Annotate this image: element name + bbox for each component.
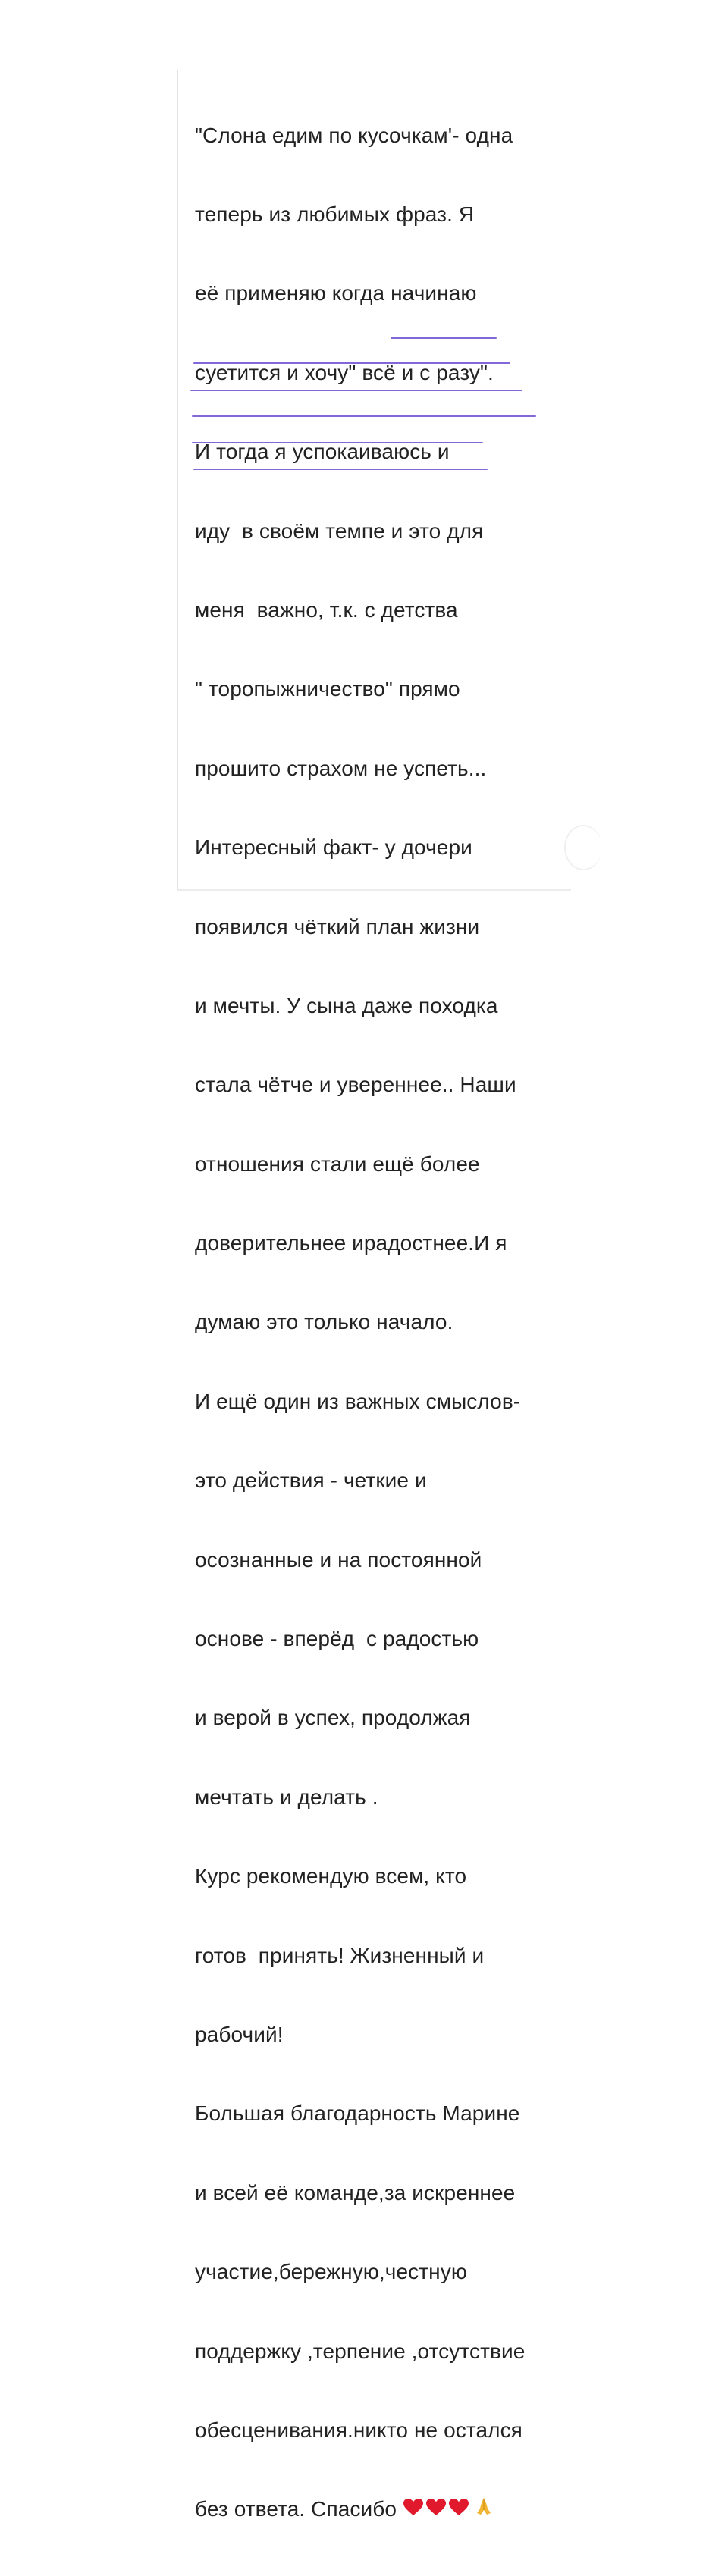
message-line: суетится и хочу" всё и с разу". [195,360,494,384]
partial-circle-decoration [564,825,602,870]
message-last-line-text: без ответа. Спасибо [195,2497,403,2521]
message-line: мечтать и делать . [195,1785,378,1809]
message-line: прошито страхом не успеть... [195,756,487,780]
message-line: и верой в успех, продолжая [195,1706,471,1730]
highlight-underline [193,469,488,470]
highlight-underline [192,442,483,443]
red-heart-icon [425,2498,447,2516]
message-line: участие,бережную,честную [195,2260,467,2284]
message-line: и мечты. У сына даже походка [195,993,498,1017]
highlight-underline [193,362,510,364]
message-line: думаю это только начало. [195,1310,453,1334]
message-line: это действия - четкие и [195,1468,427,1493]
message-line: иду в своём темпе и это для [195,519,484,543]
message-line: осознанные и на постоянной [195,1547,482,1572]
message-line: обесценивания.никто не остался [195,2418,522,2442]
red-heart-icon [448,2498,469,2516]
message-line: отношения стали ещё более [195,1152,480,1176]
message-line: И тогда я успокаиваюсь и [195,440,450,464]
message-line: и всей её команде,за искреннее [195,2180,516,2205]
message-line: поддержку ,терпение ,отсутствие [195,2339,526,2363]
red-heart-icon [403,2498,424,2516]
message-line: рабочий! [195,2022,284,2046]
message-line: Интересный факт- у дочери [195,835,472,860]
message-line: Большая благодарность Марине [195,2101,520,2126]
message-line: стала чётче и увереннее.. Наши [195,1073,516,1097]
message-line: её применяю когда начинаю [195,281,477,306]
highlight-underline [190,390,522,391]
message-bubble [177,70,571,2521]
message-line: меня важно, т.к. с детства [195,597,458,622]
message-line: И ещё один из важных смыслов- [195,1389,521,1413]
message-text [195,70,574,2576]
message-line: готов принять! Жизненный и [195,1943,485,1967]
message-line: " торопыжничество" прямо [195,677,460,701]
highlight-underline [391,337,497,339]
message-line: доверительнее ирадостнее.И я [195,1231,507,1255]
message-line: основе - вперёд с радостью [195,1627,479,1651]
message-last-line [195,2496,574,2523]
message-line: появился чёткий план жизни [195,914,480,939]
folded-hands-icon [474,2496,494,2516]
message-line: теперь из любимых фраз. Я [195,202,475,226]
highlight-underline [192,415,536,417]
message-line: "Слона едим по кусочкам'- одна [195,123,513,147]
message-line: Курс рекомендую всем, кто [195,1864,467,1888]
